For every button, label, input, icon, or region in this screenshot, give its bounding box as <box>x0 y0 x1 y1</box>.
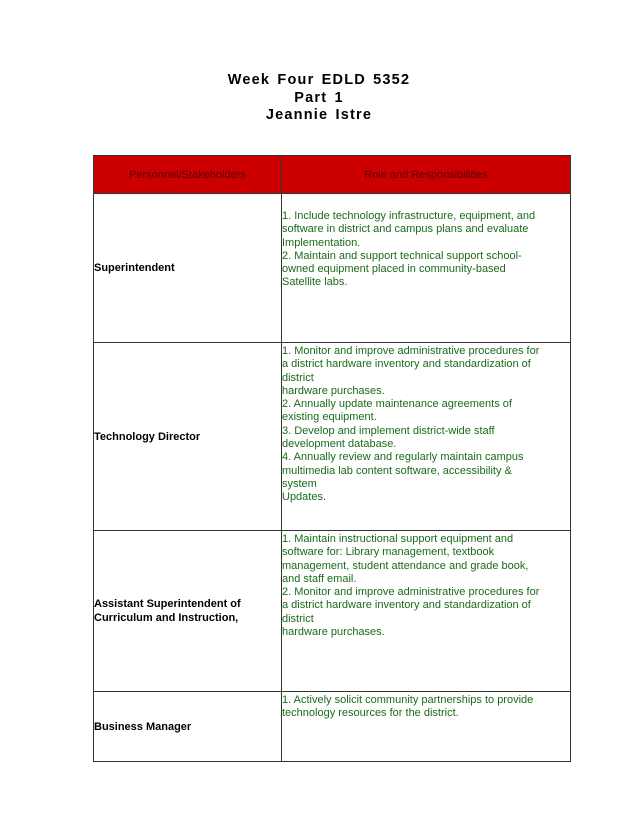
responsibility-line: a district hardware inventory and standardization of <box>282 358 531 371</box>
table-header-row <box>94 156 571 194</box>
responsibility-line: 1. Include technology infrastructure, equipment, and <box>282 210 536 222</box>
responsibilities-table <box>93 155 571 762</box>
responsibility-line: development database. <box>282 438 397 451</box>
responsibility-line: 2. Monitor and improve administrative procedures for <box>282 586 540 599</box>
responsibility-line: 2. Annually update maintenance agreements of <box>282 398 512 411</box>
stakeholder-name: Superintendent <box>94 262 175 274</box>
responsibility-line: a district hardware inventory and standardization of <box>282 599 531 612</box>
table-row <box>94 194 571 343</box>
header-roles: Role and Responsibilities <box>282 156 571 194</box>
responsibility-line: district <box>282 371 314 384</box>
responsibility-line: Updates. <box>282 491 327 504</box>
responsibility-line: 1. Actively solicit community partnerships to provide <box>282 694 534 706</box>
responsibility-line: multimedia lab content software, accessibility & <box>282 464 512 477</box>
title-course: Week Four EDLD 5352 <box>227 72 411 88</box>
title-author: Jeannie Istre <box>265 107 373 123</box>
responsibility-line: owned equipment placed in community-based <box>282 263 506 276</box>
responsibility-line: and staff email. <box>282 572 357 585</box>
responsibility-line: existing equipment. <box>282 411 377 424</box>
responsibilities-cell <box>282 194 571 343</box>
responsibilities-cell <box>282 692 571 762</box>
title-part: Part 1 <box>294 89 344 106</box>
table-row <box>94 692 571 762</box>
stakeholder-name: Technology Director <box>94 430 201 443</box>
stakeholder-name: Curriculum and Instruction, <box>94 612 239 624</box>
responsibility-line: management, student attendance and grade book, <box>282 559 529 572</box>
responsibility-line: Satellite labs. <box>282 276 348 289</box>
responsibility-line: 4. Annually review and regularly maintain campus <box>282 451 524 464</box>
responsibilities-cell <box>282 343 571 531</box>
responsibility-line: software for: Library management, textbook <box>282 546 495 559</box>
table-row <box>94 531 571 692</box>
responsibility-line: 2. Maintain and support technical support school- <box>282 249 522 262</box>
responsibilities-cell <box>282 531 571 692</box>
responsibility-line: hardware purchases. <box>282 626 385 639</box>
responsibility-line: hardware purchases. <box>282 384 385 397</box>
stakeholder-cell <box>94 692 282 762</box>
responsibility-line: 1. Maintain instructional support equipment and <box>282 533 514 545</box>
responsibility-line: 1. Monitor and improve administrative procedures for <box>282 345 540 357</box>
stakeholder-cell <box>94 194 282 343</box>
stakeholder-cell <box>94 343 282 531</box>
header-personnel: Personnel/Stakeholders <box>94 156 282 194</box>
table-row <box>94 343 571 531</box>
responsibility-line: district <box>282 612 314 625</box>
responsibility-line: technology resources for the district. <box>282 707 459 720</box>
stakeholder-cell <box>94 531 282 692</box>
responsibility-line: 3. Develop and implement district-wide staff <box>282 424 495 437</box>
responsibility-line: software in district and campus plans and evaluate <box>282 223 529 236</box>
stakeholder-name: Business Manager <box>94 720 192 733</box>
responsibility-line: system <box>282 477 317 490</box>
stakeholder-name: Assistant Superintendent of <box>94 598 241 610</box>
responsibility-line: Implementation. <box>282 236 361 249</box>
document-title <box>0 72 638 125</box>
